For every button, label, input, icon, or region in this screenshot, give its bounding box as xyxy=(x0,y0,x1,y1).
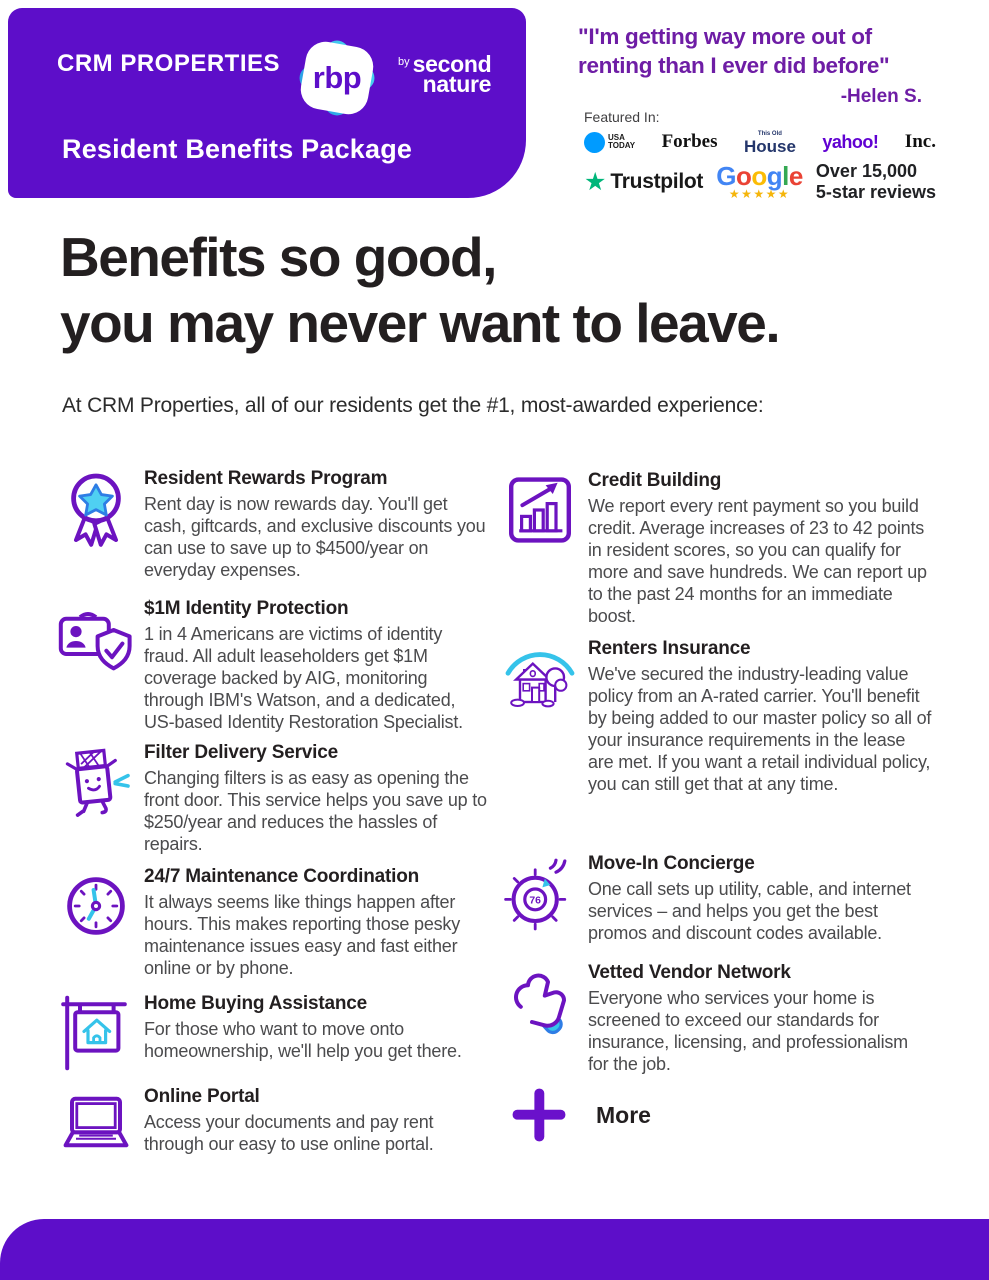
home-sign-icon xyxy=(56,993,136,1073)
benefit-title: Vetted Vendor Network xyxy=(588,962,791,983)
testimonial-attribution: -Helen S. xyxy=(840,86,922,107)
benefit-body: It always seems like things happen after hours. This makes reporting those pesky maintenance issues easy and fast either online or by phone. xyxy=(144,892,461,978)
byline-brand-line1: second xyxy=(412,51,492,77)
review-count xyxy=(816,161,936,203)
featured-in-label: Featured In: xyxy=(584,109,660,125)
benefit-vetted-vendors xyxy=(500,962,933,1075)
insured-house-icon xyxy=(500,638,580,718)
thermostat-dial-icon xyxy=(500,853,580,933)
package-title: Resident Benefits Package xyxy=(62,134,413,164)
this-old-house-logo xyxy=(744,130,796,154)
benefit-renters-insurance xyxy=(500,638,933,795)
quote-line2: renting than I ever did before" xyxy=(578,53,890,78)
trustpilot-wordmark: Trustpilot xyxy=(610,170,704,193)
thumbs-up-icon xyxy=(500,962,580,1042)
google-letter: G xyxy=(716,161,736,191)
benefit-filter-delivery xyxy=(56,742,489,855)
benefit-credit-building xyxy=(500,470,933,627)
benefit-body: We report every rent payment so you build credit. Average increases of 23 to 42 points in resident scores, so you can qualify for more and save hundreds. We can report up to the past 24 months for an immediate boost. xyxy=(588,496,927,626)
more-benefits xyxy=(506,1082,651,1148)
plus-icon xyxy=(506,1082,572,1148)
filter-delivery-box-icon xyxy=(56,742,136,822)
this-old-house-main: House xyxy=(743,137,796,156)
benefit-body: Access your documents and pay rent through our easy to use online portal. xyxy=(144,1112,434,1154)
headline-line2: you may never want to leave. xyxy=(60,292,780,354)
inc-logo: Inc. xyxy=(904,131,936,152)
google-letter: e xyxy=(788,161,803,191)
review-count-line2: 5-star reviews xyxy=(815,182,936,202)
usa-today-line2: TODAY xyxy=(608,141,636,150)
testimonial-quote xyxy=(578,22,938,80)
usa-today-circle-icon xyxy=(584,132,605,153)
rbp-logo xyxy=(287,28,387,128)
trustpilot-star-icon: ★ xyxy=(584,167,607,196)
review-badges-row xyxy=(584,161,936,203)
benefit-body: Changing filters is as easy as opening the front door. This service helps you save up to $250/year and reduces the hassles of repairs. xyxy=(144,768,487,854)
benefit-title: Credit Building xyxy=(588,470,722,491)
benefit-title: Resident Rewards Program xyxy=(144,468,388,489)
byline-by: by xyxy=(398,56,410,68)
google-stars: ★★★★★ xyxy=(728,187,791,201)
footer-bar xyxy=(0,1219,989,1280)
benefit-title: Renters Insurance xyxy=(588,638,751,659)
byline-brand-line2: nature xyxy=(422,71,492,97)
benefit-resident-rewards xyxy=(56,468,489,581)
yahoo-logo: yahoo! xyxy=(822,131,879,152)
second-nature-logo xyxy=(398,51,492,97)
benefit-title: Home Buying Assistance xyxy=(144,993,367,1014)
google-letter: o xyxy=(751,161,767,191)
more-label: More xyxy=(596,1101,651,1128)
id-card-shield-icon xyxy=(56,598,136,678)
header-banner xyxy=(8,8,526,198)
google-letter: g xyxy=(766,161,783,191)
google-wordmark xyxy=(716,161,803,191)
this-old-house-top: This Old xyxy=(757,131,782,137)
google-letter: o xyxy=(735,161,752,191)
benefit-body: Rent day is now rewards day. You'll get cash, giftcards, and exclusive discounts you can use to save up to $4500/year on everyday expenses. xyxy=(144,494,486,580)
benefit-title: Move-In Concierge xyxy=(588,853,755,874)
benefit-home-buying xyxy=(56,993,489,1073)
google-letter: l xyxy=(782,161,789,191)
dial-temperature-label: 76 xyxy=(529,895,541,907)
benefit-identity-protection xyxy=(56,598,489,733)
benefit-body: One call sets up utility, cable, and internet services – and helps you get the best promos and discount codes available. xyxy=(588,879,911,943)
benefit-body: We've secured the industry-leading value policy from an A-rated carrier. You'll benefit by being added to our master policy so all of your insurance requirements in the lease are met. If you want a retail individual policy, you can still get that at any time. xyxy=(588,664,932,794)
page-title xyxy=(60,224,779,356)
usa-today-logo xyxy=(584,132,635,153)
benefit-body: Everyone who services your home is screened to exceed our standards for insurance, licensing, and professionalism for the job. xyxy=(588,988,908,1074)
company-name: CRM PROPERTIES xyxy=(57,50,281,77)
benefit-title: Online Portal xyxy=(144,1086,260,1107)
benefit-body: For those who want to move onto homeownership, we'll help you get there. xyxy=(144,1019,462,1061)
benefit-title: $1M Identity Protection xyxy=(144,598,349,619)
intro-text: At CRM Properties, all of our residents get the #1, most-awarded experience: xyxy=(62,394,764,417)
forbes-logo: Forbes xyxy=(661,131,718,152)
clock-icon xyxy=(56,866,136,946)
benefit-online-portal xyxy=(56,1086,489,1166)
usa-today-line1: USA xyxy=(608,133,625,142)
benefit-title: Filter Delivery Service xyxy=(144,742,338,763)
rbp-logo-text: rbp xyxy=(312,60,362,95)
review-count-line1: Over 15,000 xyxy=(815,161,918,181)
trustpilot-logo xyxy=(584,167,704,196)
laptop-icon xyxy=(56,1086,136,1166)
award-ribbon-icon xyxy=(56,468,136,548)
benefit-move-in-concierge xyxy=(500,853,933,944)
byline-brand xyxy=(412,51,492,97)
press-logos-row xyxy=(584,125,936,159)
benefit-body: 1 in 4 Americans are victims of identity fraud. All adult leaseholders get $1M coverage backed by AIG, monitoring through IBM's Watson, and a dedicated, US-based Identity Restoration Specialist. xyxy=(144,624,463,732)
benefit-title: 24/7 Maintenance Coordination xyxy=(144,866,420,887)
benefit-maintenance xyxy=(56,866,489,979)
quote-line1: "I'm getting way more out of xyxy=(578,24,872,49)
usa-today-text xyxy=(608,134,635,150)
google-reviews-logo xyxy=(716,161,803,201)
headline-line1: Benefits so good, xyxy=(60,226,496,288)
credit-chart-icon xyxy=(500,470,580,550)
